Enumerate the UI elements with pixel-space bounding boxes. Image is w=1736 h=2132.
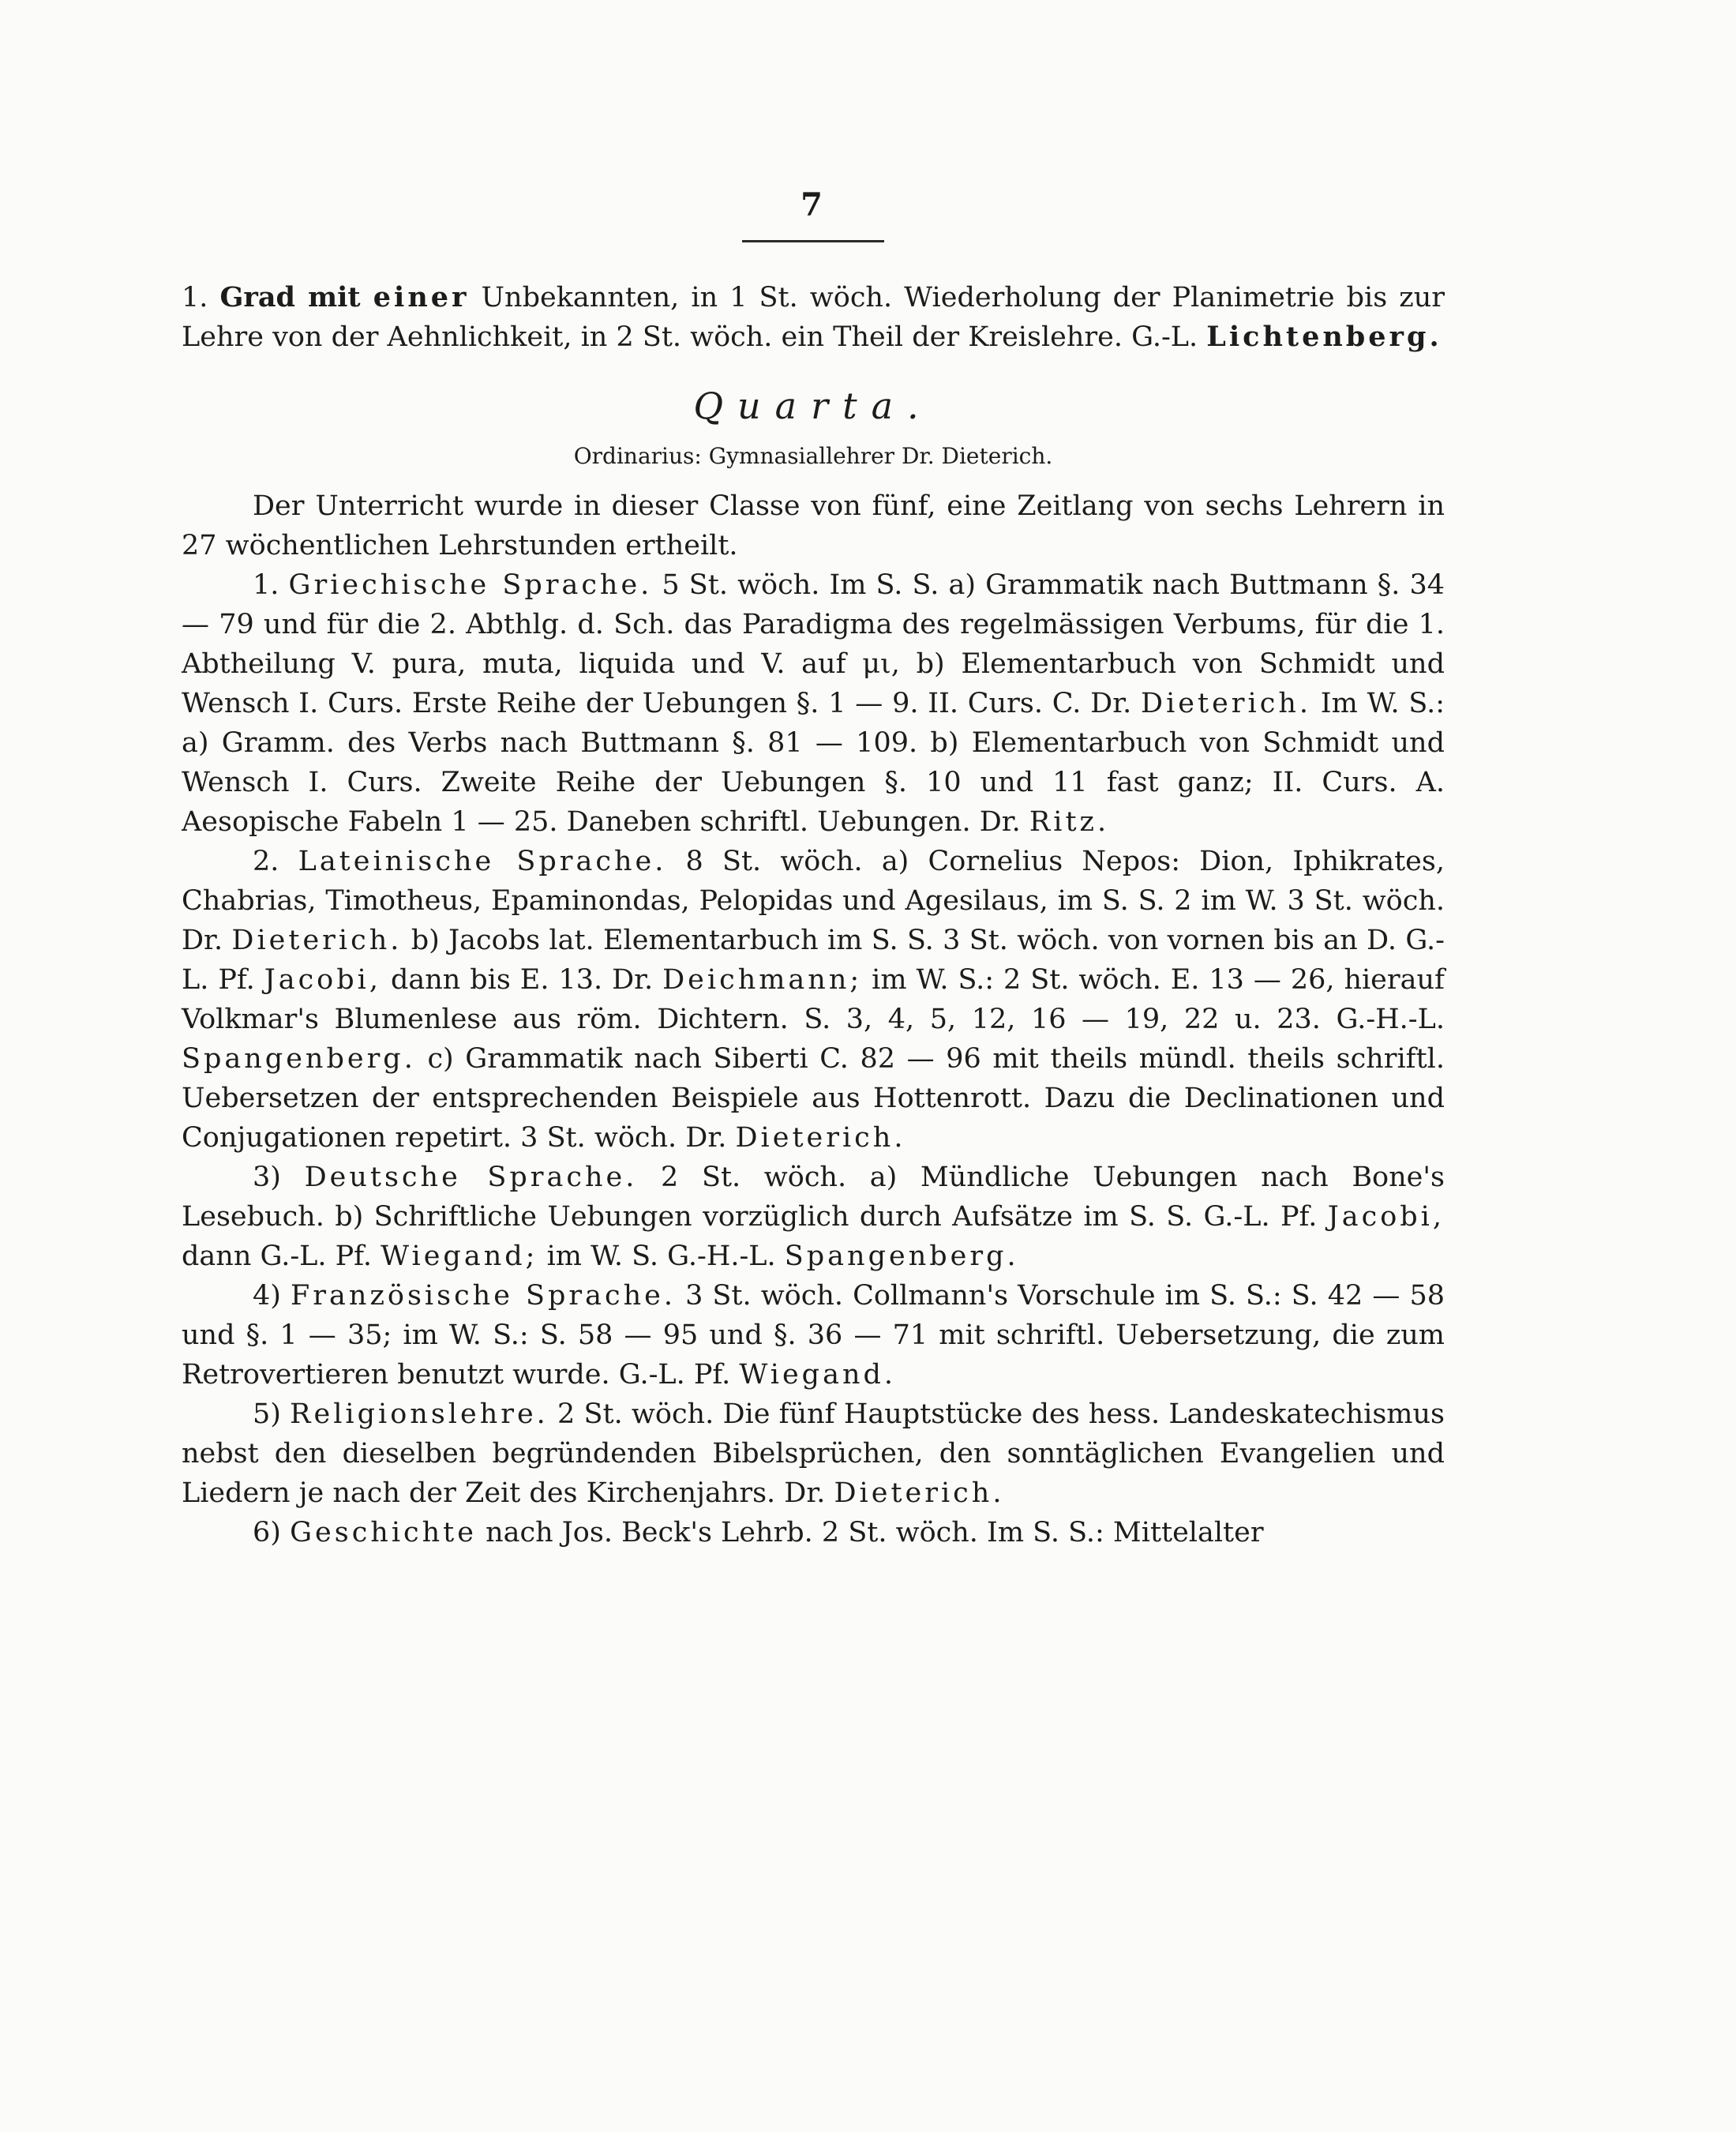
subject-name: Geschichte bbox=[290, 1517, 477, 1548]
text-span: Im W. S.: a) Gramm. des Verbs nach Buttmann §. 81 — 109. b) Elementarbuch von Schmidt und Wensch I. Curs. Zweite Reihe der Uebungen §. 10 und 11 fast ganz; II. Curs. A. Aesopische Fabeln 1 — 25. Daneben schriftl. Uebungen. Dr. bbox=[182, 688, 1445, 838]
intro-paragraph: Der Unterricht wurde in dieser Classe von fünf, eine Zeitlang von sechs Lehrern in 27 wöchentlichen Lehrstunden ertheilt. bbox=[182, 490, 1445, 561]
teacher-name: Dieterich. bbox=[231, 925, 403, 956]
text-span: 5 St. wöch. Im S. S. a) Grammatik nach Buttmann §. 34 — 79 und für die 2. Abthlg. d. Sch. das Paradigma des regelmässigen Verbums, für die 1. Abtheilung V. pura, muta, liquida und V. auf μι, b) Elementarbuch von Schmidt und Wensch I. Curs. Erste Reihe der Uebungen §. 1 — 9. II. Curs. C. Dr. bbox=[182, 569, 1445, 719]
text-span: Grad mit bbox=[219, 281, 373, 313]
subject-history bbox=[182, 1513, 1445, 1552]
subject-number: 5) bbox=[253, 1398, 291, 1430]
subject-german bbox=[182, 1158, 1445, 1276]
spaced-word: einer bbox=[373, 281, 470, 313]
text-span: im W. S.: 2 St. wöch. E. 13 — 26, hierauf Volkmar's Blumenlese aus röm. Dichtern. S. 3, 4, 5, 12, 16 — 19, 22 u. 23. G.-H.-L. bbox=[182, 964, 1445, 1035]
subject-name: Lateinische Sprache. bbox=[298, 846, 667, 877]
teacher-name: Lichtenberg. bbox=[1206, 321, 1442, 353]
header-rule bbox=[742, 240, 884, 242]
continuation-paragraph bbox=[182, 278, 1445, 357]
subject-name: Religionslehre. bbox=[290, 1398, 549, 1430]
subject-latin bbox=[182, 842, 1445, 1158]
text-span: c) Grammatik nach Siberti C. 82 — 96 mit theils mündl. theils schriftl. Uebersetzen der entsprechenden Beispiele aus Hottenrott. Dazu die Declinationen und Conjugationen repetirt. 3 St. wöch. Dr. bbox=[182, 1043, 1445, 1154]
text-span: 8 St. wöch. a) Cornelius Nepos: Dion, Iphikrates, Chabrias, Timotheus, Epaminondas, Pelopidas und Agesilaus, im S. S. 2 im W. 3 St. wöch. Dr. bbox=[182, 846, 1445, 956]
body-text bbox=[182, 278, 1445, 1552]
teacher-name: Wiegand. bbox=[739, 1359, 897, 1391]
subject-greek bbox=[182, 565, 1445, 842]
teacher-name: Dieterich. bbox=[735, 1122, 906, 1154]
text-span: b) Jacobs lat. Elementarbuch im S. S. 3 St. wöch. von vornen bis an D. G.-L. Pf. bbox=[182, 925, 1445, 996]
text-span: dann bis E. 13. Dr. bbox=[381, 964, 663, 996]
section-heading: Quarta. bbox=[693, 385, 933, 427]
page-number: 7 bbox=[801, 186, 823, 223]
teacher-name: Spangenberg. bbox=[784, 1241, 1019, 1272]
text-span: dann G.-L. Pf. bbox=[182, 1241, 381, 1272]
teacher-name: Deichmann; bbox=[662, 964, 863, 996]
teacher-name: Ritz. bbox=[1029, 806, 1110, 838]
text-span: 2 St. wöch. a) Mündliche Uebungen nach Bone's Lesebuch. b) Schriftliche Uebungen vorzüglich durch Aufsätze im S. S. G.-L. Pf. bbox=[182, 1162, 1445, 1233]
subject-name: Griechische Sprache. bbox=[288, 569, 653, 601]
text-span: 2 St. wöch. Die fünf Hauptstücke des hess. Landeskatechismus nebst den dieselben begründenden Bibelsprüchen, den sonntäglichen Evangelien und Liedern je nach der Zeit des Kirchenjahrs. Dr. bbox=[182, 1398, 1445, 1509]
subject-name: Deutsche Sprache. bbox=[304, 1162, 638, 1193]
text-span: Unbekannten, in 1 St. wöch. Wiederholung der Planimetrie bis zur Lehre von der Aehnlichkeit, in 2 St. wöch. ein Theil der Kreislehre. G.-L. bbox=[182, 282, 1445, 353]
subject-number: 1. bbox=[253, 569, 289, 601]
teacher-name: Dieterich. bbox=[834, 1477, 1005, 1509]
text-span: 1. bbox=[182, 282, 220, 313]
text-span: nach Jos. Beck's Lehrb. 2 St. wöch. Im S. S.: Mittelalter bbox=[476, 1517, 1264, 1548]
teacher-name: Jacobi, bbox=[264, 964, 381, 996]
subject-number: 3) bbox=[253, 1162, 305, 1193]
text-span: 3 St. wöch. Collmann's Vorschule im S. S.: S. 42 — 58 und §. 1 — 35; im W. S.: S. 58 — 95 und §. 36 — 71 mit schriftl. Uebersetzung, die zum Retrovertieren benutzt wurde. G.-L. Pf. bbox=[182, 1280, 1445, 1391]
subject-number: 4) bbox=[253, 1280, 291, 1312]
ordinarius-line: Ordinarius: Gymnasiallehrer Dr. Dieterich. bbox=[573, 443, 1053, 469]
teacher-name: Jacobi, bbox=[1327, 1201, 1445, 1233]
teacher-name: Wiegand; bbox=[381, 1241, 538, 1272]
subject-french bbox=[182, 1276, 1445, 1394]
text-span: im W. S. G.-H.-L. bbox=[538, 1241, 785, 1272]
subject-religion bbox=[182, 1394, 1445, 1513]
subject-number: 6) bbox=[253, 1517, 291, 1548]
subject-name: Französische Sprache. bbox=[291, 1280, 676, 1312]
subject-number: 2. bbox=[253, 846, 298, 877]
teacher-name: Dieterich. bbox=[1141, 688, 1311, 719]
teacher-name: Spangenberg. bbox=[182, 1043, 416, 1075]
